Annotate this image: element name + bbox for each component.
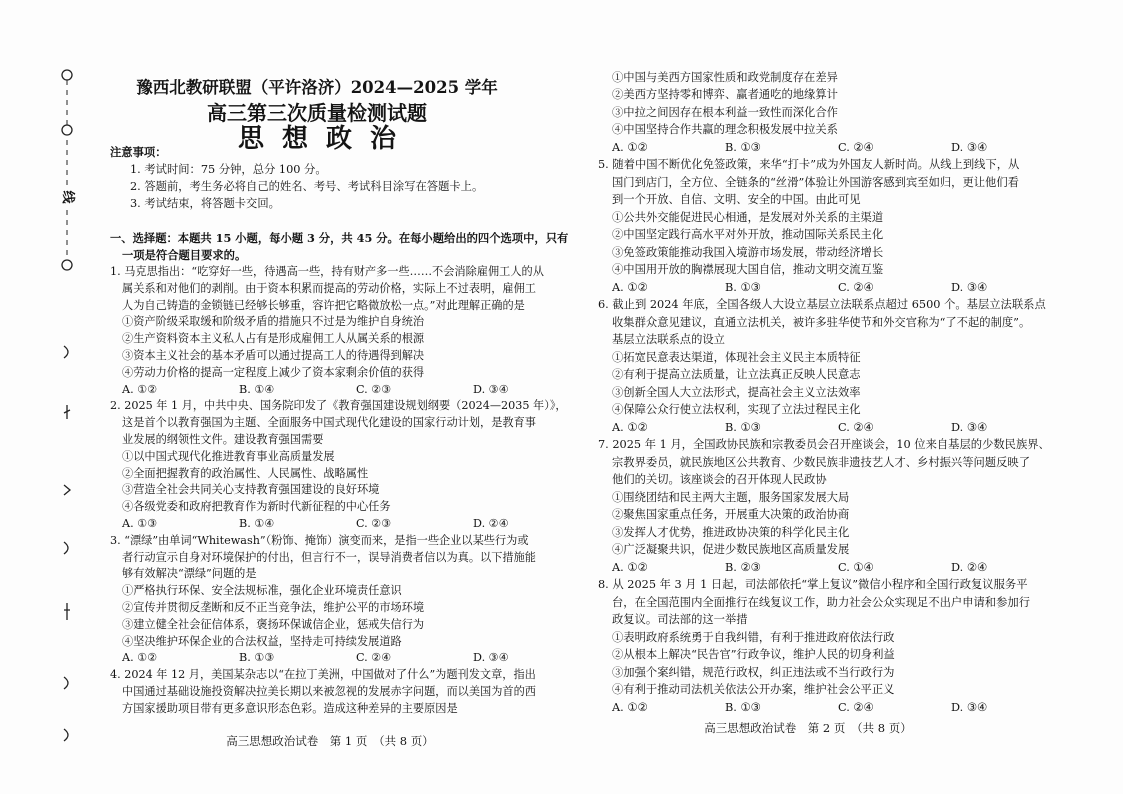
question-stem-line: 方国家援助项目带有更多意识形态色彩。造成这种差异的主要原因是 bbox=[122, 701, 458, 715]
question-stem-line: 收集群众意见建议，直通立法机关，被许多驻华使节和外交官称为“了不起的制度”。 bbox=[612, 315, 1031, 329]
question-option: ①拓宽民意表达渠道，体现社会主义民主本质特征 bbox=[612, 350, 861, 364]
left-page-questions bbox=[110, 264, 590, 718]
question-option: ④中国坚持合作共赢的理念积极发展中拉关系 bbox=[612, 123, 838, 136]
question-option: ③免签政策能推动我国入境游市场发展，带动经济增长 bbox=[612, 245, 884, 259]
answer-choice-a: A. ①② bbox=[122, 382, 158, 396]
question-option: ④广泛凝聚共识，促进少数民族地区高质量发展 bbox=[612, 543, 850, 556]
question-option: ②美西方坚持零和博弈、赢者通吃的地缘算计 bbox=[612, 88, 838, 101]
question-option: ④劳动力价格的提高一定程度上减少了资本家剩余价值的获得 bbox=[122, 365, 425, 379]
answer-choice-a: A. ①② bbox=[612, 560, 648, 574]
answer-choice-a: A. ①② bbox=[612, 700, 648, 714]
section-heading-line: 一、选择题：本题共 15 小题，每小题 3 分，共 45 分。在每小题给出的四个选项中，只有 bbox=[110, 231, 569, 245]
answer-choice-b: B. ①④ bbox=[239, 382, 275, 396]
answer-choice-c: C. ①④ bbox=[838, 560, 874, 574]
question-7 bbox=[598, 436, 1064, 576]
notice-item: 2. 答题前，考生务必将自己的姓名、考号、考试科目涂写在答题卡上。 bbox=[130, 180, 484, 193]
question-stem-line: 到一个开放、自信、文明、安全的中国。由此可见 bbox=[612, 193, 861, 206]
section-heading-line: 一项是符合题目要求的。 bbox=[122, 248, 247, 262]
question-stem-line: 台，在全国范围内全面推行在线复议工作，助力社会公众实现足不出户申请和参加行 bbox=[612, 595, 1030, 609]
section-heading bbox=[110, 230, 568, 264]
question-option: ①严格执行环保、安全法规标准，强化企业环境责任意识 bbox=[122, 584, 402, 598]
question-option: ①公共外交能促进民心相通，是发展对外关系的主渠道 bbox=[612, 210, 884, 224]
page-footer-1: 高三思想政治试卷 第 1 页 （共 8 页） bbox=[226, 734, 434, 748]
answer-choices bbox=[110, 516, 590, 533]
question-option: ①中国与美西方国家性质和政党制度存在差异 bbox=[612, 70, 838, 84]
exam-title-line2: 高三第三次质量检测试题 bbox=[207, 101, 427, 125]
question-stem-line: 基层立法联系点的设立 bbox=[612, 333, 725, 346]
binding-fragment bbox=[64, 405, 70, 419]
question-option: ③资本主义社会的基本矛盾可以通过提高工人的待遇得到解决 bbox=[122, 348, 425, 362]
question-4-continued bbox=[598, 69, 1064, 157]
answer-choice-c: C. ②③ bbox=[356, 516, 392, 530]
question-stem-line: 3. “漂绿”由单词“Whitewash”（粉饰、掩饰）演变而来，是指一些企业以某些行为或 bbox=[110, 533, 529, 547]
question-option: ①围绕团结和民主两大主题，服务国家发展大局 bbox=[612, 490, 850, 504]
right-page-questions bbox=[598, 69, 1064, 717]
answer-choice-b: B. ①④ bbox=[239, 516, 275, 530]
question-option: ③创新全国人大立法形式，提高社会主义立法效率 bbox=[612, 385, 861, 399]
question-stem-line: 4. 2024 年 12 月，美国某杂志以“在拉丁美洲，中国做对了什么”为题刊发文章，指出 bbox=[110, 668, 536, 682]
question-stem-line: 5. 随着中国不断优化免签政策，来华“打卡”成为外国友人新时尚。从线上到线下，从 bbox=[598, 158, 1020, 171]
answer-choice-c: C. ②④ bbox=[838, 280, 874, 294]
question-option: ②生产资料资本主义私人占有是形成雇佣工人从属关系的根源 bbox=[122, 332, 425, 346]
binding-hole bbox=[62, 260, 72, 270]
question-option: ④保障公众行使立法权利，实现了立法过程民主化 bbox=[612, 403, 861, 416]
exam-subject: 思想政治 bbox=[237, 124, 414, 154]
answer-choice-c: C. ②④ bbox=[838, 700, 874, 714]
binding-margin bbox=[0, 0, 100, 794]
binding-fragment bbox=[64, 603, 70, 620]
answer-choice-d: D. ③④ bbox=[473, 382, 509, 396]
question-option: ④坚决维护环保企业的合法权益，坚持走可持续发展道路 bbox=[122, 634, 402, 648]
binding-fragment bbox=[64, 729, 68, 741]
answer-choice-b: B. ①③ bbox=[725, 280, 761, 294]
answer-choices bbox=[110, 650, 590, 667]
binding-fragment bbox=[64, 346, 68, 358]
page-footer-2: 高三思想政治试卷 第 2 页 （共 8 页） bbox=[704, 721, 912, 735]
binding-hole bbox=[62, 125, 72, 135]
answer-choice-c: C. ②④ bbox=[838, 140, 874, 154]
answer-choices bbox=[598, 699, 1064, 717]
question-option: ②中国坚定践行高水平对外开放，推动国际关系民主化 bbox=[612, 228, 884, 241]
binding-fragment bbox=[64, 485, 70, 495]
question-8 bbox=[598, 576, 1064, 716]
answer-choice-a: A. ①② bbox=[612, 420, 648, 434]
answer-choice-a: A. ①② bbox=[612, 140, 648, 154]
answer-choice-c: C. ②④ bbox=[356, 651, 392, 665]
question-option: ③建立健全社会征信体系，褒扬环保诚信企业，惩戒失信行为 bbox=[122, 617, 425, 631]
notice-item: 3. 考试结束，将答题卡交回。 bbox=[130, 197, 280, 210]
answer-choice-a: A. ①② bbox=[122, 651, 158, 665]
answer-choice-b: B. ①③ bbox=[725, 420, 761, 434]
question-option: ①资产阶级采取缓和阶级矛盾的措施只不过是为维护自身统治 bbox=[122, 315, 425, 329]
question-stem-line: 这是首个以教育强国为主题、全面服务中国式现代化建设的国家行动计划，是教育事 bbox=[122, 416, 536, 430]
answer-choices bbox=[110, 382, 590, 399]
answer-choice-b: B. ①③ bbox=[239, 651, 275, 665]
answer-choices bbox=[598, 559, 1064, 577]
question-option: ④中国用开放的胸襟展现大国自信，推动文明交流互鉴 bbox=[612, 263, 884, 276]
question-stem-line: 中国通过基础设施投资解决拉美长期以来被忽视的发展赤字问题，而以美国为首的西 bbox=[122, 684, 536, 698]
binding-fragment bbox=[64, 677, 68, 689]
question-option: ③发挥人才优势，推进政协决策的科学化民主化 bbox=[612, 525, 850, 539]
answer-choice-b: B. ①③ bbox=[725, 700, 761, 714]
exam-title-line1: 豫西北教研联盟（平许洛济）2024—2025 学年 bbox=[136, 78, 498, 97]
answer-choice-b: B. ②③ bbox=[725, 560, 761, 574]
question-1 bbox=[110, 264, 590, 398]
question-5 bbox=[598, 156, 1064, 296]
question-option: ④有利于推动司法机关依法公开办案，维护社会公平正义 bbox=[612, 683, 895, 696]
question-option: ③营造全社会共同关心支持教育强国建设的良好环境 bbox=[122, 483, 380, 497]
notice-item: 1. 考试时间：75 分钟，总分 100 分。 bbox=[130, 163, 327, 176]
question-stem-line: 人为自己铸造的金锁链已经够长够重，容许把它略微放松一点。”对此理解正确的是 bbox=[122, 298, 525, 312]
question-option: ②全面把握教育的政治属性、人民属性、战略属性 bbox=[122, 466, 369, 480]
answer-choice-d: D. ③④ bbox=[951, 420, 988, 434]
question-option: ②有利于提高立法质量，让立法真正反映人民意志 bbox=[612, 368, 861, 381]
answer-choice-d: D. ③④ bbox=[951, 280, 988, 294]
question-stem-line: 他们的关切。该座谈会的召开体现人民政协 bbox=[612, 473, 827, 486]
answer-choices bbox=[598, 139, 1064, 157]
question-option: ①表明政府系统勇于自我纠错，有利于推进政府依法行政 bbox=[612, 630, 895, 644]
question-option: ②聚焦国家重点任务，开展重大决策的政治协商 bbox=[612, 508, 850, 521]
question-3 bbox=[110, 533, 590, 667]
answer-choices bbox=[598, 279, 1064, 297]
question-stem-line: 够有效解决“漂绿”问题的是 bbox=[122, 567, 257, 581]
question-stem-line: 国门到店门，全方位、全链条的“丝滑”体验让外国游客感到宾至如归，更让他们看 bbox=[612, 175, 1019, 189]
answer-choice-a: A. ①③ bbox=[122, 516, 158, 530]
question-stem-line: 8. 从 2025 年 3 月 1 日起，司法部依托“掌上复议”微信小程序和全国行政复议服务平 bbox=[598, 578, 1028, 591]
question-option: ②宣传并贯彻反垄断和反不正当竞争法，维护公平的市场环境 bbox=[122, 600, 425, 614]
binding-fragment bbox=[64, 542, 68, 554]
question-2 bbox=[110, 398, 590, 532]
question-option: ③中拉之间因存在根本利益一致性而深化合作 bbox=[612, 105, 838, 119]
question-stem-line: 属关系和对他们的剥削。由于资本积累而提高的劳动价格，实际上不过表明，雇佣工 bbox=[122, 281, 536, 295]
question-option: ①以中国式现代化推进教育事业高质量发展 bbox=[122, 449, 335, 463]
notice-heading: 注意事项： bbox=[110, 145, 167, 159]
notice-block bbox=[110, 144, 483, 212]
question-stem-line: 政复议。司法部的这一举措 bbox=[612, 613, 748, 626]
question-6 bbox=[598, 296, 1064, 436]
question-stem-line: 者行动宣示自身对环境保护的付出，但言行不一，误导消费者信以为真。以下措施能 bbox=[122, 550, 536, 564]
question-option: ④各级党委和政府把教育作为新时代新征程的中心任务 bbox=[122, 500, 391, 514]
question-4 bbox=[110, 667, 590, 717]
answer-choice-d: D. ③④ bbox=[951, 140, 988, 154]
binding-line-mark: 线 bbox=[60, 190, 75, 204]
question-stem-line: 6. 截止到 2024 年底，全国各级人大设立基层立法联系点超过 6500 个。基层立法联系点 bbox=[598, 298, 1046, 311]
answer-choice-d: D. ③④ bbox=[951, 700, 988, 714]
answer-choice-d: D. ③④ bbox=[473, 651, 509, 665]
answer-choice-b: B. ①③ bbox=[725, 140, 761, 154]
answer-choice-c: C. ②④ bbox=[838, 420, 874, 434]
question-option: ③加强个案纠错，规范行政权，纠正违法或不当行政行为 bbox=[612, 665, 895, 679]
question-stem-line: 业发展的纲领性文件。建设教育强国需要 bbox=[122, 432, 324, 446]
question-stem-line: 1. 马克思指出：“吃穿好一些，待遇高一些，持有财产多一些……不会消除雇佣工人的从 bbox=[110, 265, 544, 278]
answer-choices bbox=[598, 419, 1064, 437]
answer-choice-d: D. ②④ bbox=[473, 516, 509, 530]
answer-choice-a: A. ①② bbox=[612, 280, 648, 294]
question-option: ②从根本上解决“民告官”行政争议，维护人民的切身利益 bbox=[612, 648, 895, 661]
binding-hole bbox=[62, 70, 72, 80]
answer-choice-c: C. ②③ bbox=[356, 382, 392, 396]
question-stem-line: 7. 2025 年 1 月，全国政协民族和宗教委员会召开座谈会，10 位来自基层的少数民族界、 bbox=[598, 438, 1050, 451]
question-stem-line: 宗教界委员，就民族地区公共教育、少数民族非遗技艺人才、乡村振兴等问题反映了 bbox=[612, 455, 1030, 469]
question-stem-line: 2. 2025 年 1 月，中共中央、国务院印发了《教育强国建设规划纲要（2024—2035 年）》， bbox=[110, 399, 567, 413]
answer-choice-d: D. ②④ bbox=[951, 560, 988, 574]
